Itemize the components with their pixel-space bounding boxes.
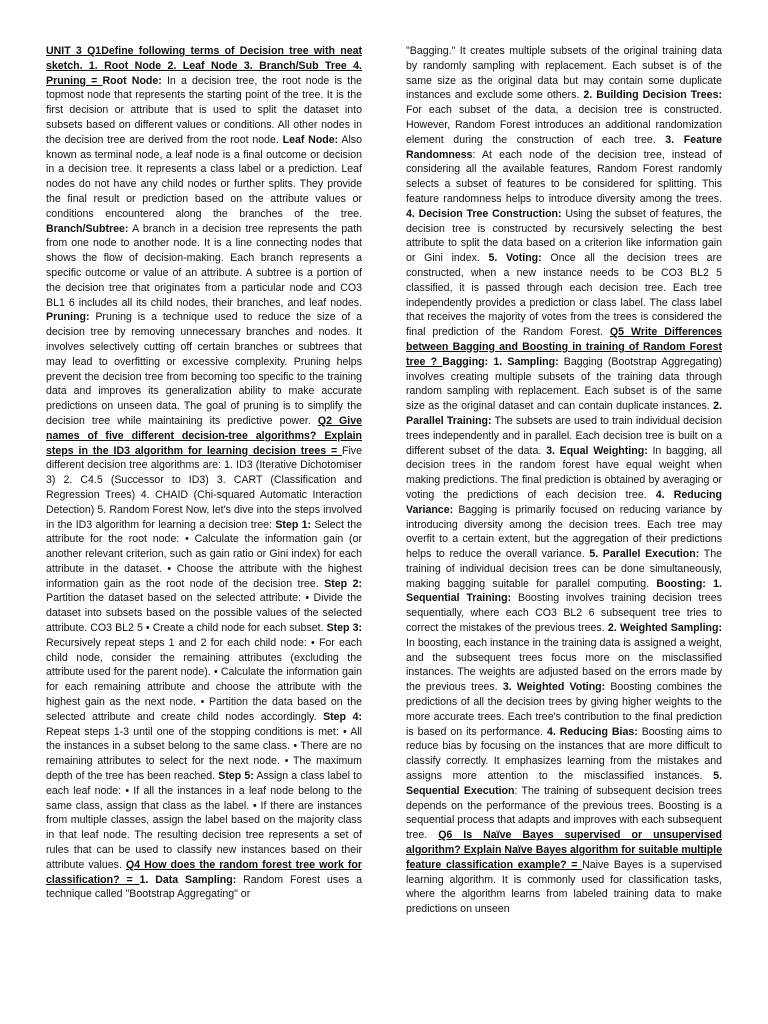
text-run: Boosting aims to reduce bias by focusing on the instances that are more difficult to classify correctly. It emphasizes learning from the mistakes and assigns more attention to the misclassified instances. — [406, 725, 722, 783]
text-run: : The training of subsequent decision trees depends on the performance of the previous trees. Boosting is a sequential process that adapts and improves with each subsequent tree. — [406, 784, 722, 842]
text-run: In boosting, each instance in the training data is assigned a weight, and the subsequent trees focus more on the misclassified instances. The weights are adjusted based on the errors made by the previous trees. — [406, 636, 722, 694]
text-run: Select the attribute for the root node: • Calculate the information gain (or another relevant criterion, such as gain ratio or Gini index) for each attribute in the dataset. • Choose the attribute with the highest information gain as the root node of the decision tree. — [46, 518, 362, 590]
term-label: Root Node: — [102, 74, 162, 87]
text-run: Bagging is primarily focused on reducing variance by introducing diversity among the decision trees. Each tree may overfit to a certain extent, but the aggregation of their predictions helps to reduce the overall variance. — [406, 503, 722, 561]
term-label: Bagging: — [442, 355, 489, 368]
text-run: Assign a class label to each leaf node: • If all the instances in a leaf node belong to the same class, assign that class as the label. • If there are instances from multiple classes, assign the label based on the majority class in that leaf node. The resulting decision tree represents a set of rules that can be used to classify new instances based on their attribute values. — [46, 770, 362, 871]
text-run: Bagging (Bootstrap Aggregating) involves creating multiple subsets of the training data through random sampling with replacement. Each subset is of the same size as the original dataset and can contain duplicate instances. — [406, 355, 722, 413]
term-label: Boosting: — [656, 577, 706, 590]
term-label: 4. Reducing Variance: — [406, 488, 722, 516]
text-run: Naive Bayes is a supervised learning algorithm. It is commonly used for classification tasks, where the algorithm learns from labeled training data to make predictions on unseen — [406, 858, 723, 916]
term-label: 2. Parallel Training: — [406, 400, 722, 427]
text-run: Boosting involves training decision trees sequentially, where each CO3 BL2 6 subsequent tree tries to correct the mistakes of the previous trees. — [406, 592, 722, 635]
text-run: The subsets are used to train individual decision trees independently and in parallel. Each decision tree is built on a different subset of the data. — [406, 414, 722, 457]
text-run: Five different decision tree algorithms are: 1. ID3 (Iterative Dichotomiser 3) 2. C4.5 (Successor to ID3) 3. CART (Classification and Regression Trees) 4. CHAID (Chi-squared Automatic Interaction Detection) 5. Random Forest Now, let's dive into the steps involved in the ID3 algorithm for learning a decision tree: — [46, 444, 362, 531]
text-run: Using the subset of features, the decision tree is constructed by recursively selecting the best attribute to split the data based on a criterion like information gain or Gini index. — [406, 207, 722, 265]
term-label: Pruning: — [46, 311, 90, 324]
term-label: 5. Parallel Execution: — [589, 548, 700, 561]
question-heading: UNIT 3 — [46, 45, 88, 57]
term-label: Leaf Node: — [282, 133, 339, 146]
term-label: 3. Feature Randomness — [406, 133, 722, 161]
text-run: For each subset of the data, a decision tree is constructed. However, Random Forest introduces an additional randomization element during the construction of each tree. — [406, 104, 722, 146]
term-label: 2. Building Decision Trees: — [583, 89, 722, 102]
question-heading: Q1Define following terms of Decision tree with neat sketch. 1. Root Node 2. Leaf Node 3. Branch/Sub Tree 4. Pruning = — [46, 45, 363, 87]
term-label: Step 4: — [323, 710, 362, 723]
text-run: Random Forest uses a technique called "Bootstrap Aggregating" or — [46, 873, 363, 901]
right-column — [406, 44, 722, 917]
term-label: 3. Weighted Voting: — [502, 681, 606, 694]
question-heading: Q4 How does the random forest tree work for classification? = — [46, 858, 363, 886]
text-run: Partition the dataset based on the selected attribute: • Divide the dataset into subsets based on the possible values of the selected attribute. CO3 BL2 5 • Create a child node for each subset. — [46, 592, 362, 635]
term-label: 1. Data Sampling: — [139, 873, 237, 886]
text-run: In bagging, all decision trees in the random forest have equal weight when making predictions. The final prediction is obtained by averaging or voting the predictions of each decision tree. — [406, 444, 722, 501]
term-label: 2. Weighted Sampling: — [607, 622, 722, 635]
term-label: 1. Sampling: — [493, 355, 559, 368]
text-run: In a decision tree, the root node is the topmost node that represents the starting point of the tree. It is the first decision or attribute that is used to split the dataset into subsets based on different values or conditions. All other nodes in the decision tree are derived from the root node. — [46, 74, 362, 146]
term-label: 3. Equal Weighting: — [546, 444, 648, 457]
term-label: Step 5: — [218, 770, 254, 783]
term-label: 4. Decision Tree Construction: — [406, 207, 562, 220]
question-heading: Q2 Give names of five different decision-tree algorithms? Explain steps in the ID3 algorithm for learning decision trees = — [46, 414, 362, 457]
term-label: 5. Sequential Execution — [406, 770, 722, 797]
term-label: Step 1: — [275, 518, 312, 531]
text-run: Once all the decision trees are constructed, when a new instance needs to be CO3 BL2 5 classified, it is passed through each decision tree. Each tree independently provides a prediction or class label. The class label that receives the majority of votes from the trees is considered the final prediction of the Random Forest. — [406, 252, 722, 339]
text-run: "Bagging." It creates multiple subsets of the original training data by randomly sampling with replacement. Each subset is of the same size as the original data but may contain some duplicate instances and exclude some others. — [406, 45, 722, 102]
term-label: 4. Reducing Bias: — [546, 725, 638, 738]
term-label: Step 2: — [324, 577, 363, 590]
question-heading: Q5 Write Differences between Bagging and Boosting in training of Random Forest tree ? — [406, 326, 722, 368]
text-run: Repeat steps 1-3 until one of the stopping conditions is met: • All the instances in a subset belong to the same class. • There are no remaining attributes to select for the next node. • The maximum depth of the tree has been reached. — [46, 725, 362, 783]
text-run: : At each node of the decision tree, instead of considering all the available features, Random Forest randomly selects a subset of features to be considered for splitting. This feature randomness helps to introduce diversity among the trees. — [406, 148, 722, 205]
text-run: Also known as terminal node, a leaf node is a final outcome or decision in a decision tree. It represents a class label or a prediction. Leaf nodes do not have any child nodes or further splits. They provide the final result or prediction based on the attribute values or conditions encountered along the branches of the tree. — [46, 133, 362, 220]
text-run: A branch in a decision tree represents the path from one node to another node. It is a line connecting nodes that shows the flow of decision-making. Each branch represents a specific outcome or value of an attribute. A subtree is a portion of the decision tree that originates from a particular node and CO3 BL1 6 includes all its child nodes, their branches, and leaf nodes. — [46, 222, 362, 309]
term-label: Step 3: — [326, 622, 362, 635]
question-heading: Q6 Is Naïve Bayes supervised or unsupervised algorithm? Explain Naïve Bayes algorithm for suitable multiple feature classification example? = — [406, 829, 722, 871]
term-label: Branch/Subtree: — [46, 222, 129, 235]
text-run: Recursively repeat steps 1 and 2 for each child node: • For each child node, consider the remaining attributes (excluding the attribute used for the parent node). • Calculate the information gain for each remaining attribute and choose the attribute with the highest gain as the next node. • Partition the data based on the selected attribute and create child nodes accordingly. — [46, 636, 362, 723]
text-run: Boosting combines the predictions of all the decision trees by giving higher weights to the more accurate trees. Each tree's contribution to the final prediction is based on its performance. — [406, 681, 723, 738]
term-label: 5. Voting: — [488, 252, 542, 265]
term-label: 1. Sequential Training: — [406, 577, 722, 605]
text-run: Pruning is a technique used to reduce the size of a decision tree by removing unnecessary branches and nodes. It involves selectively cutting off certain branches or subtrees that may lead to overfitting or excessive complexity. Pruning helps prevent the decision tree from becoming too specific to the training data and improves its generalization ability to make accurate predictions on unseen data. The goal of pruning is to simplify the decision tree while maintaining its predictive power. — [46, 311, 362, 427]
text-run: The training of individual decision trees can be done simultaneously, making bagging suitable for parallel computing. — [406, 548, 722, 590]
left-column — [46, 44, 362, 902]
